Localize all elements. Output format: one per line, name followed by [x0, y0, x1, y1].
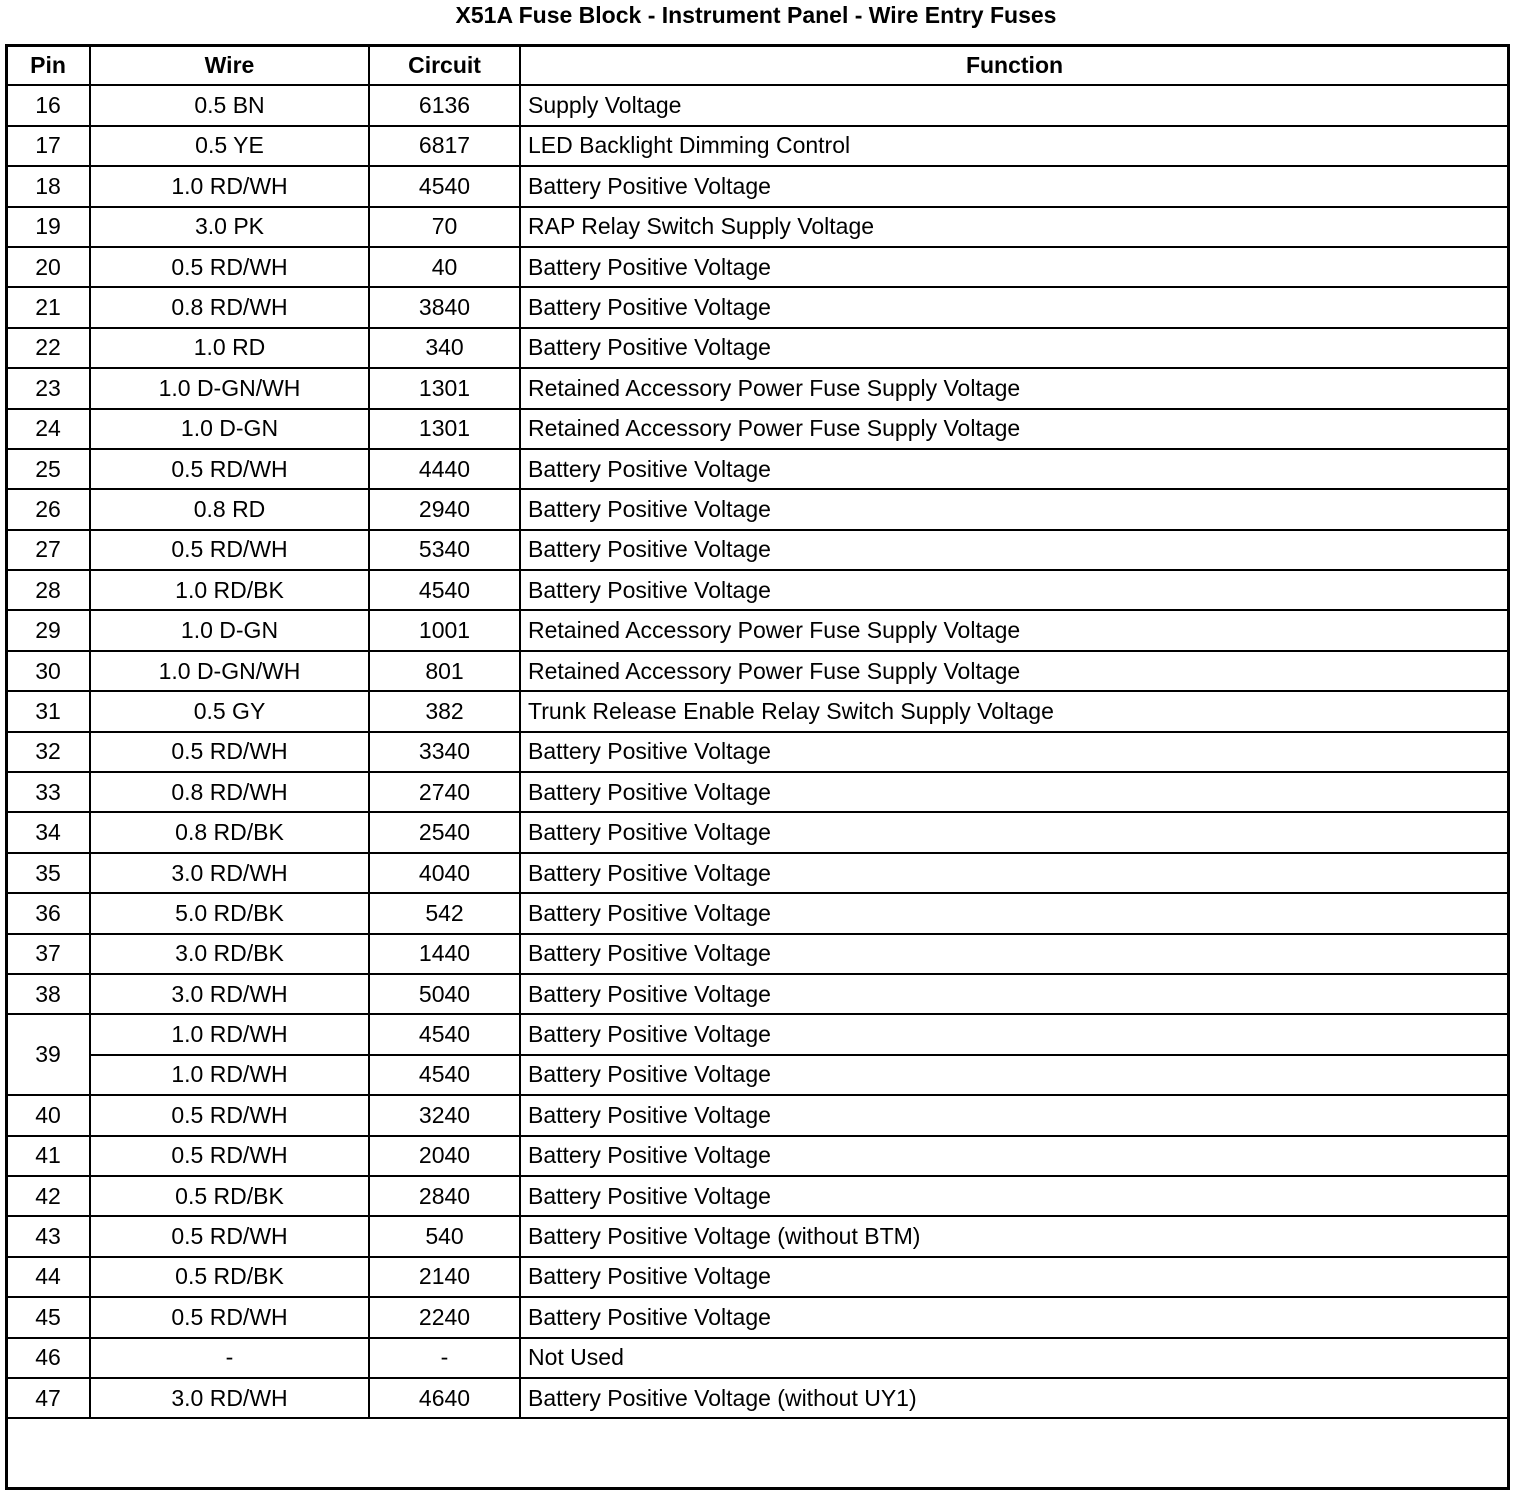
- pin-cell: 38: [6, 974, 90, 1014]
- table-row: [6, 853, 1509, 893]
- circuit-cell: 4540: [369, 166, 520, 206]
- table-row: [6, 1055, 1509, 1095]
- pin-cell: 37: [6, 934, 90, 974]
- wire-cell: 0.5 RD/BK: [90, 1257, 369, 1297]
- pin-cell: 42: [6, 1176, 90, 1216]
- circuit-cell: 4540: [369, 1055, 520, 1095]
- function-cell: Battery Positive Voltage (without UY1): [520, 1378, 1509, 1418]
- table-row: [6, 772, 1509, 812]
- pin-cell: 45: [6, 1297, 90, 1337]
- pin-cell: 16: [6, 85, 90, 125]
- circuit-cell: 1001: [369, 610, 520, 650]
- table-row: [6, 247, 1509, 287]
- pin-cell: 26: [6, 489, 90, 529]
- function-cell: Battery Positive Voltage: [520, 328, 1509, 368]
- table-row: [6, 974, 1509, 1014]
- circuit-cell: 3240: [369, 1095, 520, 1135]
- table-row: [6, 1338, 1509, 1378]
- function-cell: LED Backlight Dimming Control: [520, 126, 1509, 166]
- wire-cell: 1.0 D-GN/WH: [90, 368, 369, 408]
- pin-cell: 23: [6, 368, 90, 408]
- pin-cell: 27: [6, 530, 90, 570]
- circuit-cell: 6136: [369, 85, 520, 125]
- pin-cell: 19: [6, 207, 90, 247]
- function-cell: Battery Positive Voltage: [520, 1257, 1509, 1297]
- pin-cell: 35: [6, 853, 90, 893]
- pin-cell: 40: [6, 1095, 90, 1135]
- wire-cell: 0.5 GY: [90, 691, 369, 731]
- table-row: [6, 691, 1509, 731]
- table-row: [6, 1176, 1509, 1216]
- wire-cell: 0.8 RD/BK: [90, 812, 369, 852]
- pin-cell: 41: [6, 1136, 90, 1176]
- circuit-cell: 2140: [369, 1257, 520, 1297]
- table-row: [6, 409, 1509, 449]
- function-cell: Battery Positive Voltage: [520, 812, 1509, 852]
- wire-cell: -: [90, 1338, 369, 1378]
- circuit-cell: 4540: [369, 570, 520, 610]
- pin-cell: 43: [6, 1216, 90, 1256]
- pin-cell: 33: [6, 772, 90, 812]
- wire-cell: 0.5 RD/WH: [90, 1136, 369, 1176]
- circuit-cell: 5040: [369, 974, 520, 1014]
- pin-cell: 46: [6, 1338, 90, 1378]
- wire-cell: 3.0 RD/BK: [90, 934, 369, 974]
- function-cell: Battery Positive Voltage: [520, 287, 1509, 327]
- wire-cell: 3.0 RD/WH: [90, 974, 369, 1014]
- circuit-cell: 1440: [369, 934, 520, 974]
- fuse-table: [5, 44, 1510, 1419]
- circuit-cell: 542: [369, 893, 520, 933]
- circuit-cell: 2240: [369, 1297, 520, 1337]
- function-cell: Retained Accessory Power Fuse Supply Voltage: [520, 610, 1509, 650]
- pin-cell: 20: [6, 247, 90, 287]
- function-cell: Battery Positive Voltage: [520, 449, 1509, 489]
- table-row: [6, 1136, 1509, 1176]
- table-row: [6, 1378, 1509, 1418]
- circuit-cell: 5340: [369, 530, 520, 570]
- circuit-cell: 1301: [369, 368, 520, 408]
- function-cell: Battery Positive Voltage: [520, 1136, 1509, 1176]
- wire-cell: 0.5 BN: [90, 85, 369, 125]
- function-cell: Battery Positive Voltage: [520, 1095, 1509, 1135]
- circuit-cell: 4640: [369, 1378, 520, 1418]
- table-row: [6, 489, 1509, 529]
- table-row: [6, 1257, 1509, 1297]
- function-cell: RAP Relay Switch Supply Voltage: [520, 207, 1509, 247]
- function-cell: Battery Positive Voltage: [520, 1176, 1509, 1216]
- pin-cell: 24: [6, 409, 90, 449]
- function-cell: Retained Accessory Power Fuse Supply Voltage: [520, 368, 1509, 408]
- table-row: [6, 85, 1509, 125]
- circuit-cell: 3840: [369, 287, 520, 327]
- wire-cell: 0.5 RD/WH: [90, 247, 369, 287]
- pin-cell: 28: [6, 570, 90, 610]
- wire-cell: 1.0 RD/BK: [90, 570, 369, 610]
- pin-cell: 31: [6, 691, 90, 731]
- circuit-cell: 801: [369, 651, 520, 691]
- circuit-cell: 4440: [369, 449, 520, 489]
- circuit-cell: 2740: [369, 772, 520, 812]
- table-row: [6, 1216, 1509, 1256]
- wire-cell: 1.0 RD/WH: [90, 166, 369, 206]
- wire-cell: 0.8 RD/WH: [90, 287, 369, 327]
- wire-cell: 3.0 PK: [90, 207, 369, 247]
- pin-cell: 44: [6, 1257, 90, 1297]
- circuit-cell: 4540: [369, 1014, 520, 1054]
- circuit-column-header: Circuit: [369, 45, 520, 85]
- wire-cell: 1.0 RD: [90, 328, 369, 368]
- table-row: [6, 449, 1509, 489]
- pin-cell: 18: [6, 166, 90, 206]
- function-cell: Battery Positive Voltage: [520, 1055, 1509, 1095]
- circuit-cell: 1301: [369, 409, 520, 449]
- function-cell: Battery Positive Voltage: [520, 934, 1509, 974]
- table-row: [6, 328, 1509, 368]
- circuit-cell: 40: [369, 247, 520, 287]
- wire-cell: 1.0 RD/WH: [90, 1014, 369, 1054]
- function-cell: Battery Positive Voltage: [520, 489, 1509, 529]
- function-cell: Battery Positive Voltage: [520, 853, 1509, 893]
- circuit-cell: 340: [369, 328, 520, 368]
- table-row: [6, 287, 1509, 327]
- pin-cell: 47: [6, 1378, 90, 1418]
- table-row: [6, 1297, 1509, 1337]
- wire-cell: 0.5 YE: [90, 126, 369, 166]
- table-row: [6, 368, 1509, 408]
- wire-cell: 0.5 RD/BK: [90, 1176, 369, 1216]
- table-row: [6, 732, 1509, 772]
- table-row: [6, 530, 1509, 570]
- wire-cell: 1.0 D-GN: [90, 610, 369, 650]
- pin-cell: 32: [6, 732, 90, 772]
- wire-cell: 5.0 RD/BK: [90, 893, 369, 933]
- table-row: [6, 1014, 1509, 1054]
- table-row: [6, 610, 1509, 650]
- wire-cell: 0.8 RD: [90, 489, 369, 529]
- table-row: [6, 570, 1509, 610]
- table-row: [6, 812, 1509, 852]
- function-cell: Trunk Release Enable Relay Switch Supply Voltage: [520, 691, 1509, 731]
- wire-cell: 0.5 RD/WH: [90, 1297, 369, 1337]
- wire-cell: 0.5 RD/WH: [90, 1095, 369, 1135]
- function-cell: Battery Positive Voltage (without BTM): [520, 1216, 1509, 1256]
- wire-column-header: Wire: [90, 45, 369, 85]
- circuit-cell: 3340: [369, 732, 520, 772]
- function-column-header: Function: [520, 45, 1509, 85]
- table-body: [6, 85, 1509, 1418]
- table-row: [6, 893, 1509, 933]
- circuit-cell: 2040: [369, 1136, 520, 1176]
- circuit-cell: 382: [369, 691, 520, 731]
- function-cell: Retained Accessory Power Fuse Supply Voltage: [520, 409, 1509, 449]
- pin-cell: 17: [6, 126, 90, 166]
- function-cell: Battery Positive Voltage: [520, 974, 1509, 1014]
- pin-cell: 34: [6, 812, 90, 852]
- function-cell: Not Used: [520, 1338, 1509, 1378]
- wire-cell: 0.5 RD/WH: [90, 1216, 369, 1256]
- wire-cell: 0.5 RD/WH: [90, 449, 369, 489]
- circuit-cell: 2540: [369, 812, 520, 852]
- table-row: [6, 934, 1509, 974]
- pin-cell: 21: [6, 287, 90, 327]
- circuit-cell: 6817: [369, 126, 520, 166]
- function-cell: Battery Positive Voltage: [520, 1014, 1509, 1054]
- table-title: X51A Fuse Block - Instrument Panel - Wire Entry Fuses: [455, 2, 1057, 28]
- header-row: [6, 45, 1509, 85]
- table-row: [6, 207, 1509, 247]
- circuit-cell: -: [369, 1338, 520, 1378]
- wire-cell: 1.0 D-GN: [90, 409, 369, 449]
- pin-cell: 30: [6, 651, 90, 691]
- function-cell: Retained Accessory Power Fuse Supply Voltage: [520, 651, 1509, 691]
- wire-cell: 1.0 D-GN/WH: [90, 651, 369, 691]
- wire-cell: 0.5 RD/WH: [90, 732, 369, 772]
- wire-cell: 3.0 RD/WH: [90, 1378, 369, 1418]
- function-cell: Battery Positive Voltage: [520, 166, 1509, 206]
- circuit-cell: 2940: [369, 489, 520, 529]
- table-row: [6, 1095, 1509, 1135]
- circuit-cell: 540: [369, 1216, 520, 1256]
- circuit-cell: 70: [369, 207, 520, 247]
- wire-cell: 3.0 RD/WH: [90, 853, 369, 893]
- pin-cell: 29: [6, 610, 90, 650]
- function-cell: Battery Positive Voltage: [520, 530, 1509, 570]
- wire-cell: 1.0 RD/WH: [90, 1055, 369, 1095]
- table-row: [6, 651, 1509, 691]
- circuit-cell: 2840: [369, 1176, 520, 1216]
- table-row: [6, 126, 1509, 166]
- function-cell: Battery Positive Voltage: [520, 570, 1509, 610]
- function-cell: Battery Positive Voltage: [520, 893, 1509, 933]
- function-cell: Supply Voltage: [520, 85, 1509, 125]
- wire-cell: 0.5 RD/WH: [90, 530, 369, 570]
- table-row: [6, 166, 1509, 206]
- function-cell: Battery Positive Voltage: [520, 732, 1509, 772]
- wire-cell: 0.8 RD/WH: [90, 772, 369, 812]
- circuit-cell: 4040: [369, 853, 520, 893]
- pin-cell: 25: [6, 449, 90, 489]
- function-cell: Battery Positive Voltage: [520, 247, 1509, 287]
- function-cell: Battery Positive Voltage: [520, 772, 1509, 812]
- pin-cell: 39: [6, 1014, 90, 1095]
- pin-column-header: Pin: [6, 45, 90, 85]
- pin-cell: 22: [6, 328, 90, 368]
- pin-cell: 36: [6, 893, 90, 933]
- function-cell: Battery Positive Voltage: [520, 1297, 1509, 1337]
